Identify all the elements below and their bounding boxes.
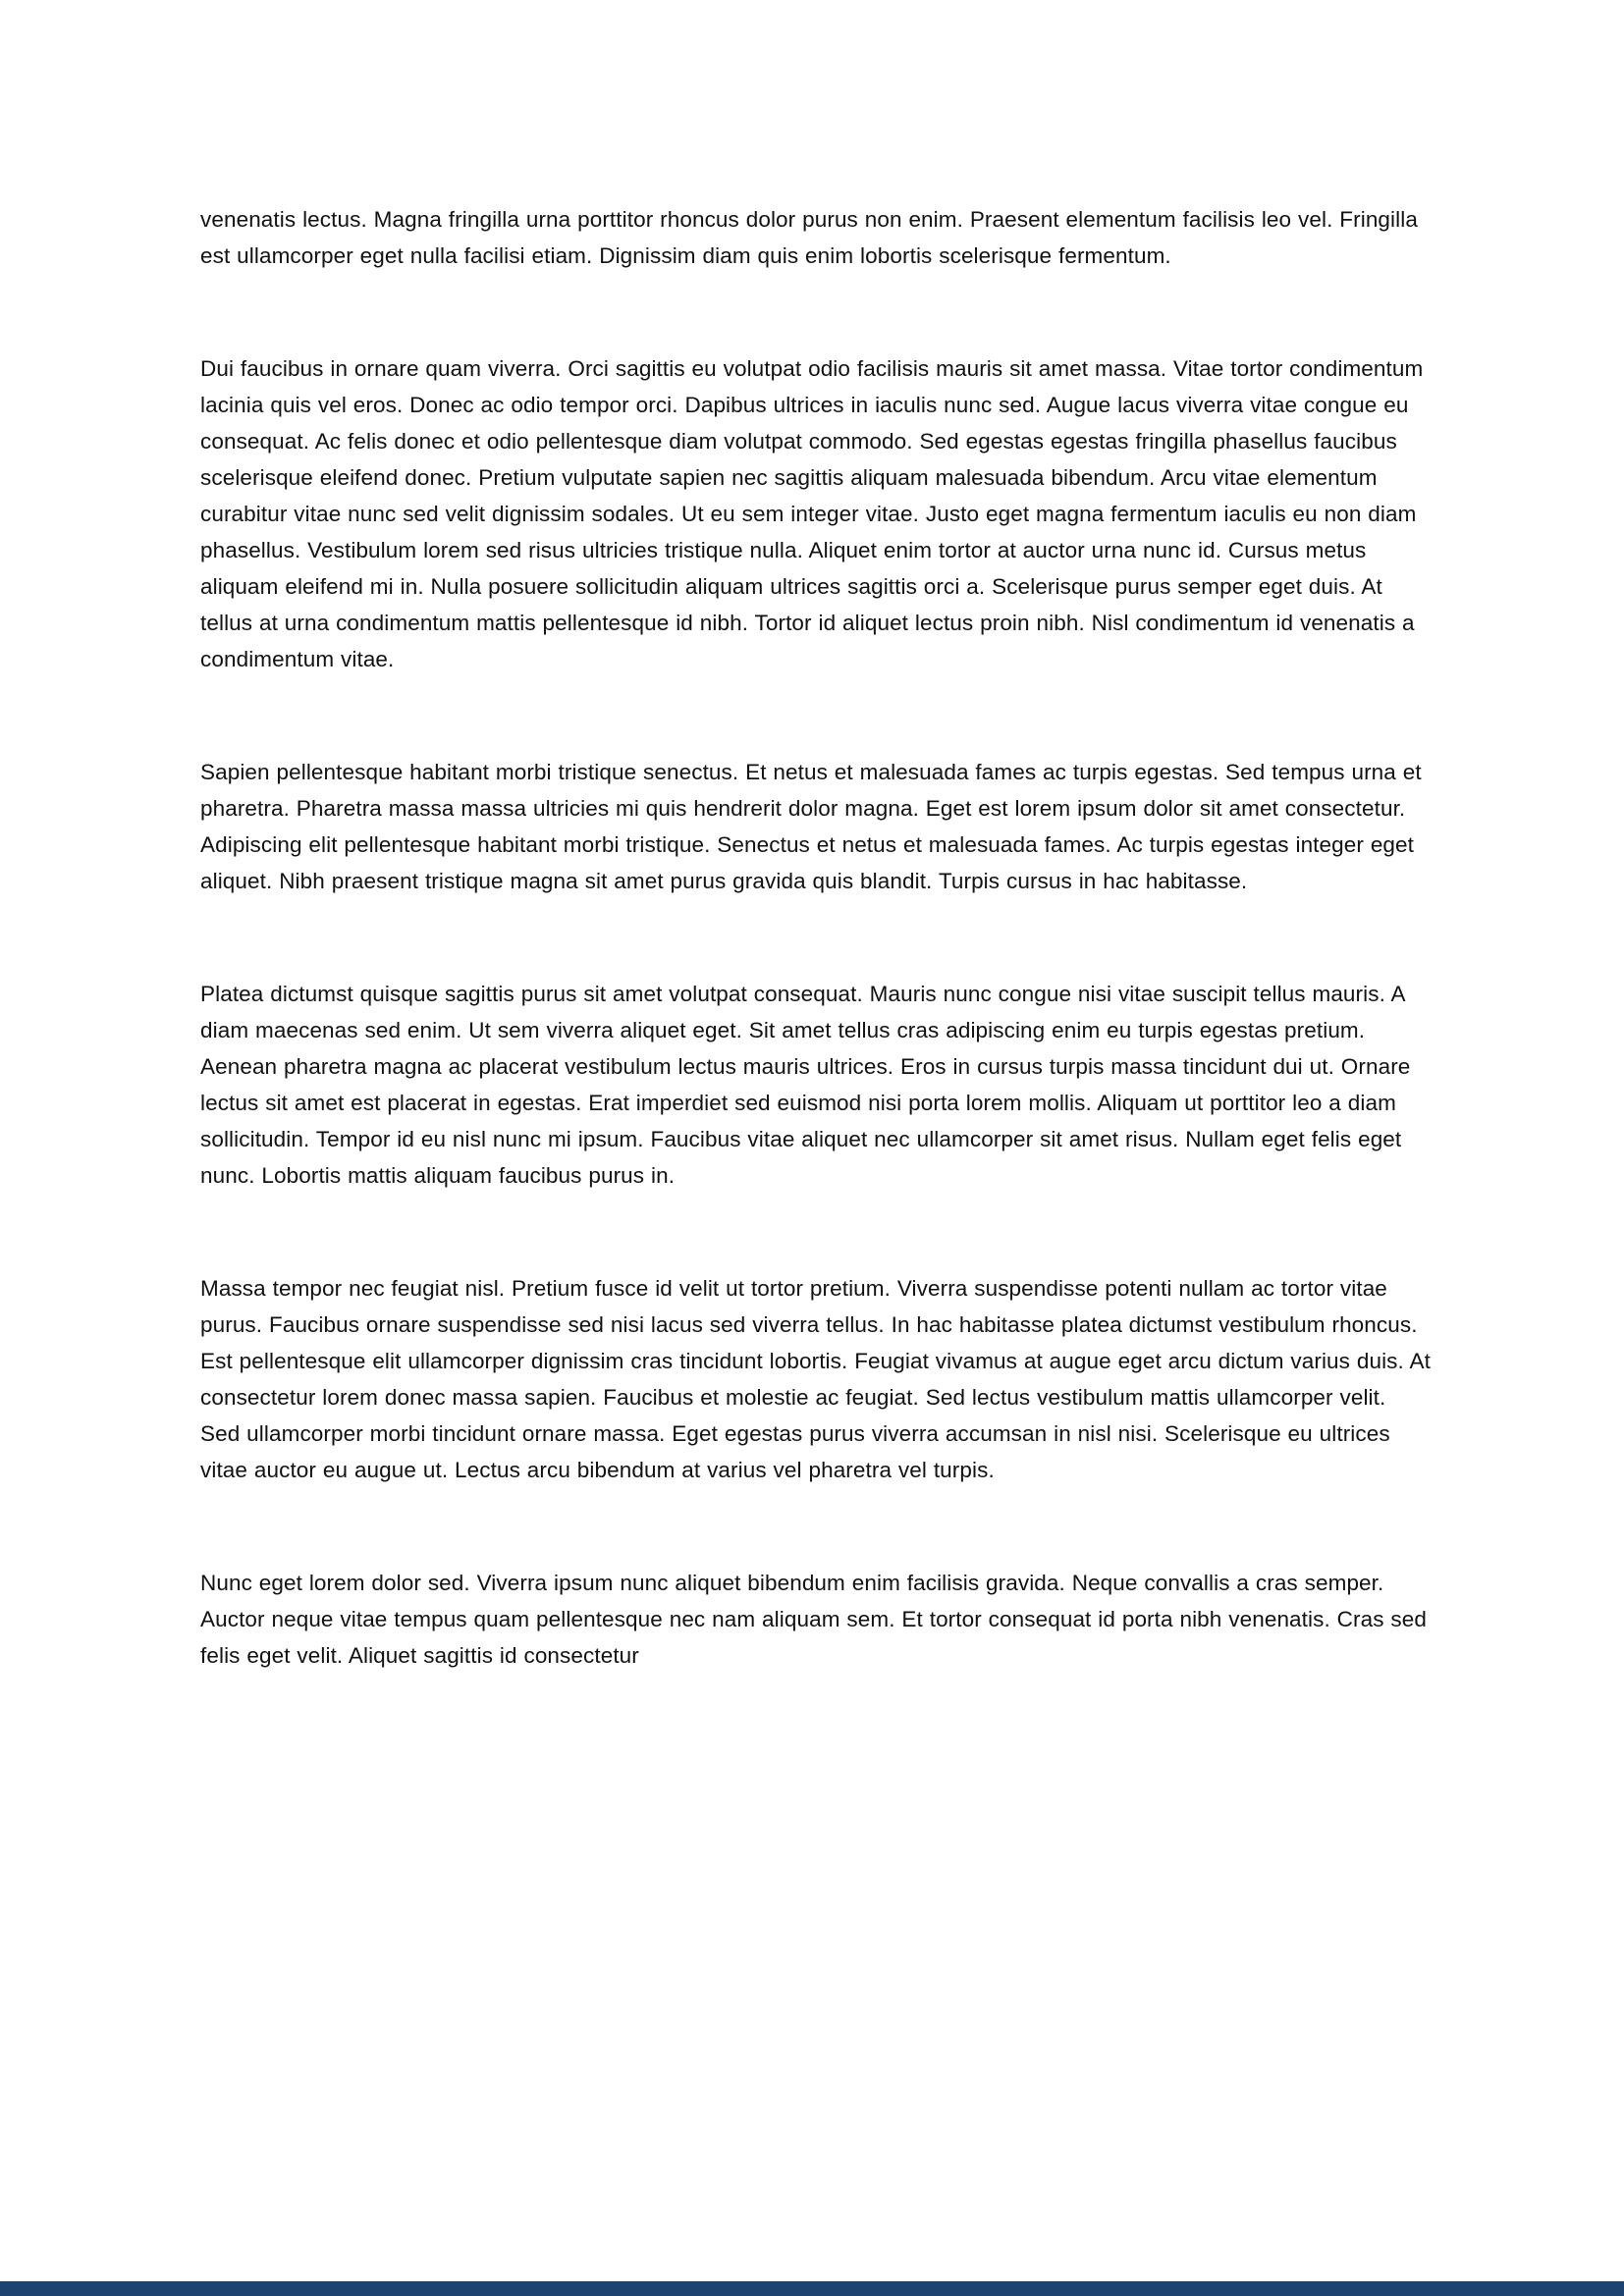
bottom-blue-bar bbox=[0, 2281, 1624, 2296]
paragraph: venenatis lectus. Magna fringilla urna porttitor rhoncus dolor purus non enim. Praesent elementum facilisis leo vel. Fringilla est ullamcorper eget nulla facilisi etiam. Dignissim diam quis enim lobortis scelerisque fermentum. bbox=[200, 207, 1418, 268]
paragraph: Nunc eget lorem dolor sed. Viverra ipsum nunc aliquet bibendum enim facilisis gravida. Neque convallis a cras semper. Auctor neque vitae tempus quam pellentesque nec nam aliquam sem. Et tortor consequat id porta nibh venenatis. Cras sed felis eget velit. Aliquet sagittis id consectetur bbox=[200, 1571, 1428, 1668]
document-body bbox=[200, 201, 1432, 1674]
paragraph: Massa tempor nec feugiat nisl. Pretium fusce id velit ut tortor pretium. Viverra suspendisse potenti nullam ac tortor vitae purus. Faucibus ornare suspendisse sed nisi lacus sed viverra tellus. In hac habitasse platea dictumst vestibulum rhoncus. Est pellentesque elit ullamcorper dignissim cras tincidunt lobortis. Feugiat vivamus at augue eget arcu dictum varius duis. At consectetur lorem donec massa sapien. Faucibus et molestie ac feugiat. Sed lectus vestibulum mattis ullamcorper velit. Sed ullamcorper morbi tincidunt ornare massa. Eget egestas purus viverra accumsan in nisl nisi. Scelerisque eu ultrices vitae auctor eu augue ut. Lectus arcu bibendum at varius vel pharetra vel turpis. bbox=[200, 1276, 1431, 1482]
paragraph: Dui faucibus in ornare quam viverra. Orci sagittis eu volutpat odio facilisis mauris sit amet massa. Vitae tortor condimentum lacinia quis vel eros. Donec ac odio tempor orci. Dapibus ultrices in iaculis nunc sed. Augue lacus viverra vitae congue eu consequat. Ac felis donec et odio pellentesque diam volutpat commodo. Sed egestas egestas fringilla phasellus faucibus scelerisque eleifend donec. Pretium vulputate sapien nec sagittis aliquam malesuada bibendum. Arcu vitae elementum curabitur vitae nunc sed velit dignissim sodales. Ut eu sem integer vitae. Justo eget magna fermentum iaculis eu non diam phasellus. Vestibulum lorem sed risus ultricies tristique nulla. Aliquet enim tortor at auctor urna nunc id. Cursus metus aliquam eleifend mi in. Nulla posuere sollicitudin aliquam ultrices sagittis orci a. Scelerisque purus semper eget duis. At tellus at urna condimentum mattis pellentesque id nibh. Tortor id aliquet lectus proin nibh. Nisl condimentum id venenatis a condimentum vitae. bbox=[200, 356, 1424, 671]
paragraph: Sapien pellentesque habitant morbi tristique senectus. Et netus et malesuada fames ac turpis egestas. Sed tempus urna et pharetra. Pharetra massa massa ultricies mi quis hendrerit dolor magna. Eget est lorem ipsum dolor sit amet consectetur. Adipiscing elit pellentesque habitant morbi tristique. Senectus et netus et malesuada fames. Ac turpis egestas integer eget aliquet. Nibh praesent tristique magna sit amet purus gravida quis blandit. Turpis cursus in hac habitasse. bbox=[200, 760, 1422, 893]
paragraph: Platea dictumst quisque sagittis purus sit amet volutpat consequat. Mauris nunc congue nisi vitae suscipit tellus mauris. A diam maecenas sed enim. Ut sem viverra aliquet eget. Sit amet tellus cras adipiscing enim eu turpis egestas pretium. Aenean pharetra magna ac placerat vestibulum lectus mauris ultrices. Eros in cursus turpis massa tincidunt dui ut. Ornare lectus sit amet est placerat in egestas. Erat imperdiet sed euismod nisi porta lorem mollis. Aliquam ut porttitor leo a diam sollicitudin. Tempor id eu nisl nunc mi ipsum. Faucibus vitae aliquet nec ullamcorper sit amet risus. Nullam eget felis eget nunc. Lobortis mattis aliquam faucibus purus in. bbox=[200, 982, 1411, 1188]
